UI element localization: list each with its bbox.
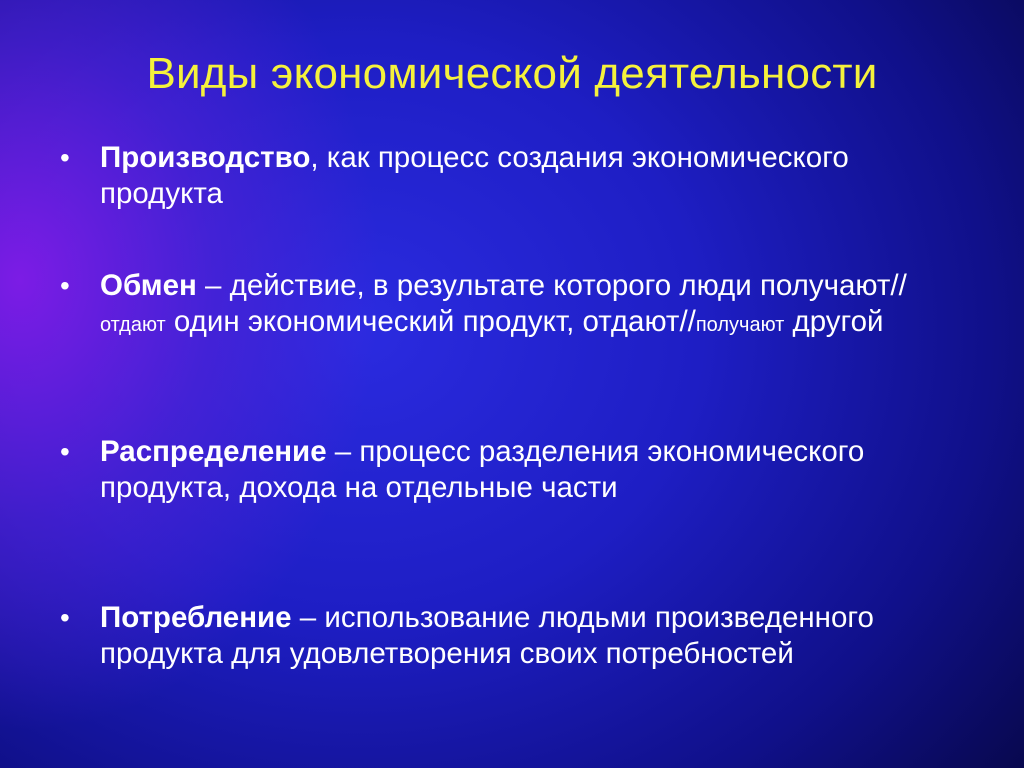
definition-production: , как процесс создания экономического продукта	[100, 141, 849, 210]
term-consumption: Потребление	[100, 601, 292, 634]
bullet-text	[100, 140, 920, 212]
bullet-text	[100, 268, 920, 343]
definition-consumption: – использование людьми произведенного продукта для удовлетворения своих потребностей	[100, 601, 874, 670]
term-distribution: Распределение	[100, 435, 327, 468]
bullet-dot-icon: •	[60, 270, 70, 301]
bullet-dot-icon: •	[60, 142, 70, 173]
term-production: Производство	[100, 141, 311, 174]
small-note-receive: получают	[695, 314, 785, 336]
definition-exchange-part2: один экономический продукт, отдают//	[165, 305, 696, 338]
bullet-text	[100, 600, 920, 672]
bullet-text	[100, 434, 920, 506]
slide-title: Виды экономической деятельности	[146, 49, 878, 98]
bullet-dot-icon: •	[60, 602, 70, 633]
small-note-give: отдают	[100, 314, 166, 336]
bullet-dot-icon: •	[60, 436, 70, 467]
term-exchange: Обмен	[100, 269, 197, 302]
definition-exchange-part1: – действие, в результате которого люди получают//	[196, 269, 907, 302]
definition-exchange-part3: другой	[784, 305, 884, 338]
definition-distribution: – процесс разделения экономического продукта, дохода на отдельные части	[100, 435, 865, 504]
